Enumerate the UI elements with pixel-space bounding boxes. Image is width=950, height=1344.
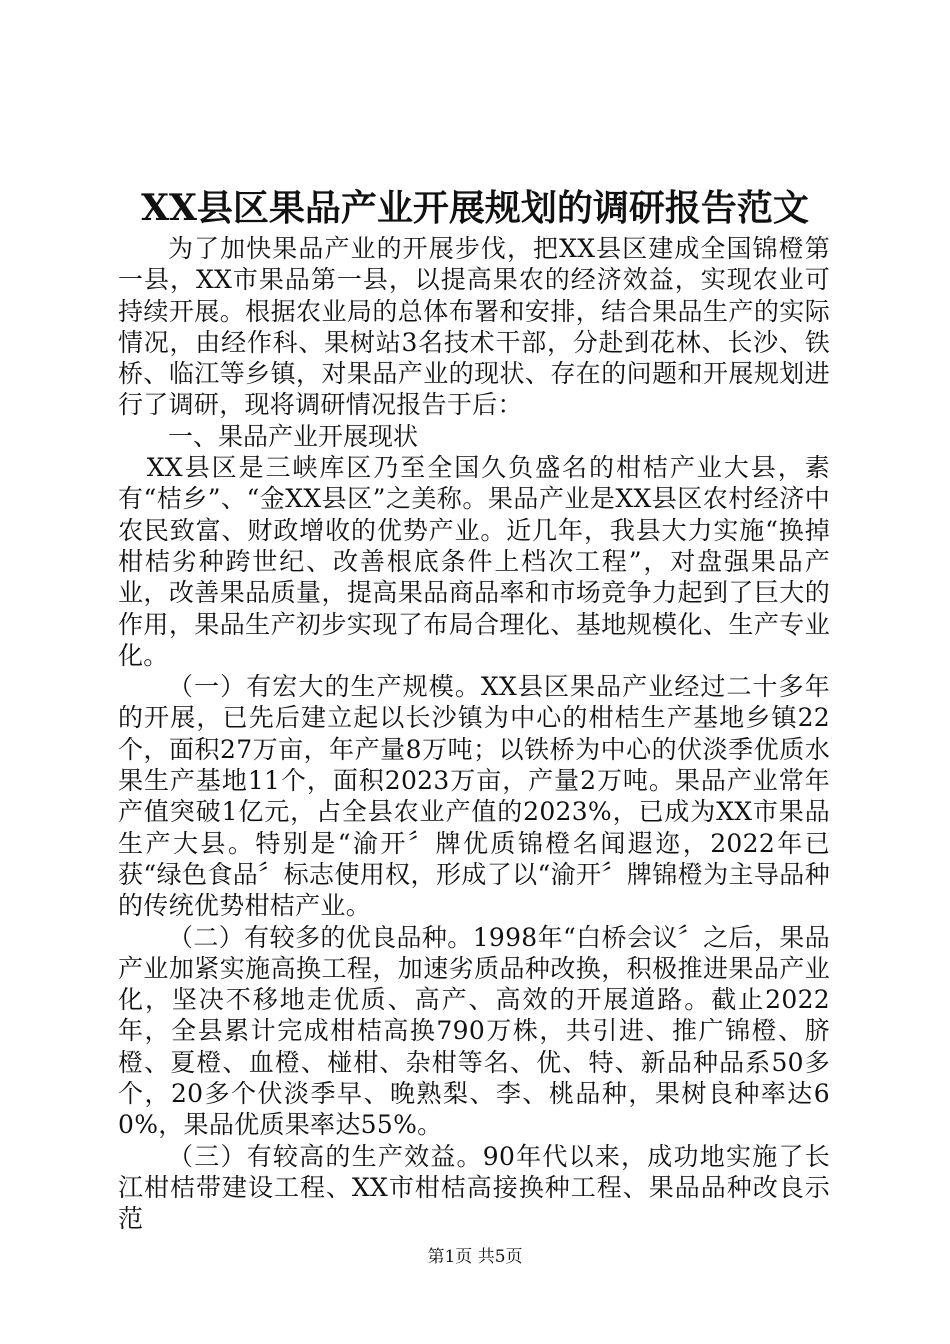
point-paragraph-1: （一）有宏大的生产规模。XX县区果品产业经过二十多年的开展，已先后建立起以长沙镇为中心的柑桔生产基地乡镇22个，面积27万亩，年产量8万吨；以铁桥为中心的伏淡季优质水果生产基地11个，面积2023万亩，产量2万吨。果品产业常年产值突破1亿元，占全县农业产值的2023%，已成为XX市果品生产大县。特别是“渝开〞牌优质锦橙名闻遐迩，2022年已获“绿色食品〞标志使用权，形成了以“渝开〞牌锦橙为主导品种的传统优势柑桔产业。 — [118, 672, 830, 921]
point-paragraph-2: （二）有较多的优良品种。1998年“白桥会议〞之后，果品产业加紧实施高换工程，加速劣质品种改换，积极推进果品产业化，坚决不移地走优质、高产、高效的开展道路。截止2022年，全县累计完成柑桔高换790万株，共引进、推广锦橙、脐橙、夏橙、血橙、椪柑、杂柑等名、优、特、新品种品系50多个，20多个伏淡季早、晚熟梨、李、桃品种，果树良种率达60%，果品优质果率达55%。 — [118, 922, 830, 1140]
section-heading: 一、果品产业开展现状 — [168, 421, 419, 451]
document-body — [118, 233, 830, 1235]
page-footer: 第1页 共5页 — [427, 1247, 523, 1267]
document-title: XX县区果品产业开展规划的调研报告范文 — [141, 187, 809, 229]
section-body-paragraph: XX县区是三峡库区乃至全国久负盛名的柑桔产业大县，素有“桔乡”、“金XX县区”之美称。果品产业是XX县区农村经济中农民致富、财政增收的优势产业。近几年，我县大力实施“换掉柑桔劣种跨世纪、改善根底条件上档次工程”，对盘强果品产业，改善果品质量，提高果品商品率和市场竞争力起到了巨大的作用，果品生产初步实现了布局合理化、基地规模化、生产专业化。 — [118, 453, 830, 670]
intro-paragraph: 为了加快果品产业的开展步伐，把XX县区建成全国锦橙第一县，XX市果品第一县，以提高果农的经济效益，实现农业可持续开展。根据农业局的总体布署和安排，结合果品生产的实际情况，由经作科、果树站3名技术干部，分赴到花林、长沙、铁桥、临江等乡镇，对果品产业的现状、存在的问题和开展规划进行了调研，现将调研情况报告于后： — [118, 234, 830, 420]
point-paragraph-3: （三）有较高的生产效益。90年代以来，成功地实施了长江柑桔带建设工程、XX市柑桔高接换种工程、果品品种改良示范 — [118, 1141, 830, 1234]
